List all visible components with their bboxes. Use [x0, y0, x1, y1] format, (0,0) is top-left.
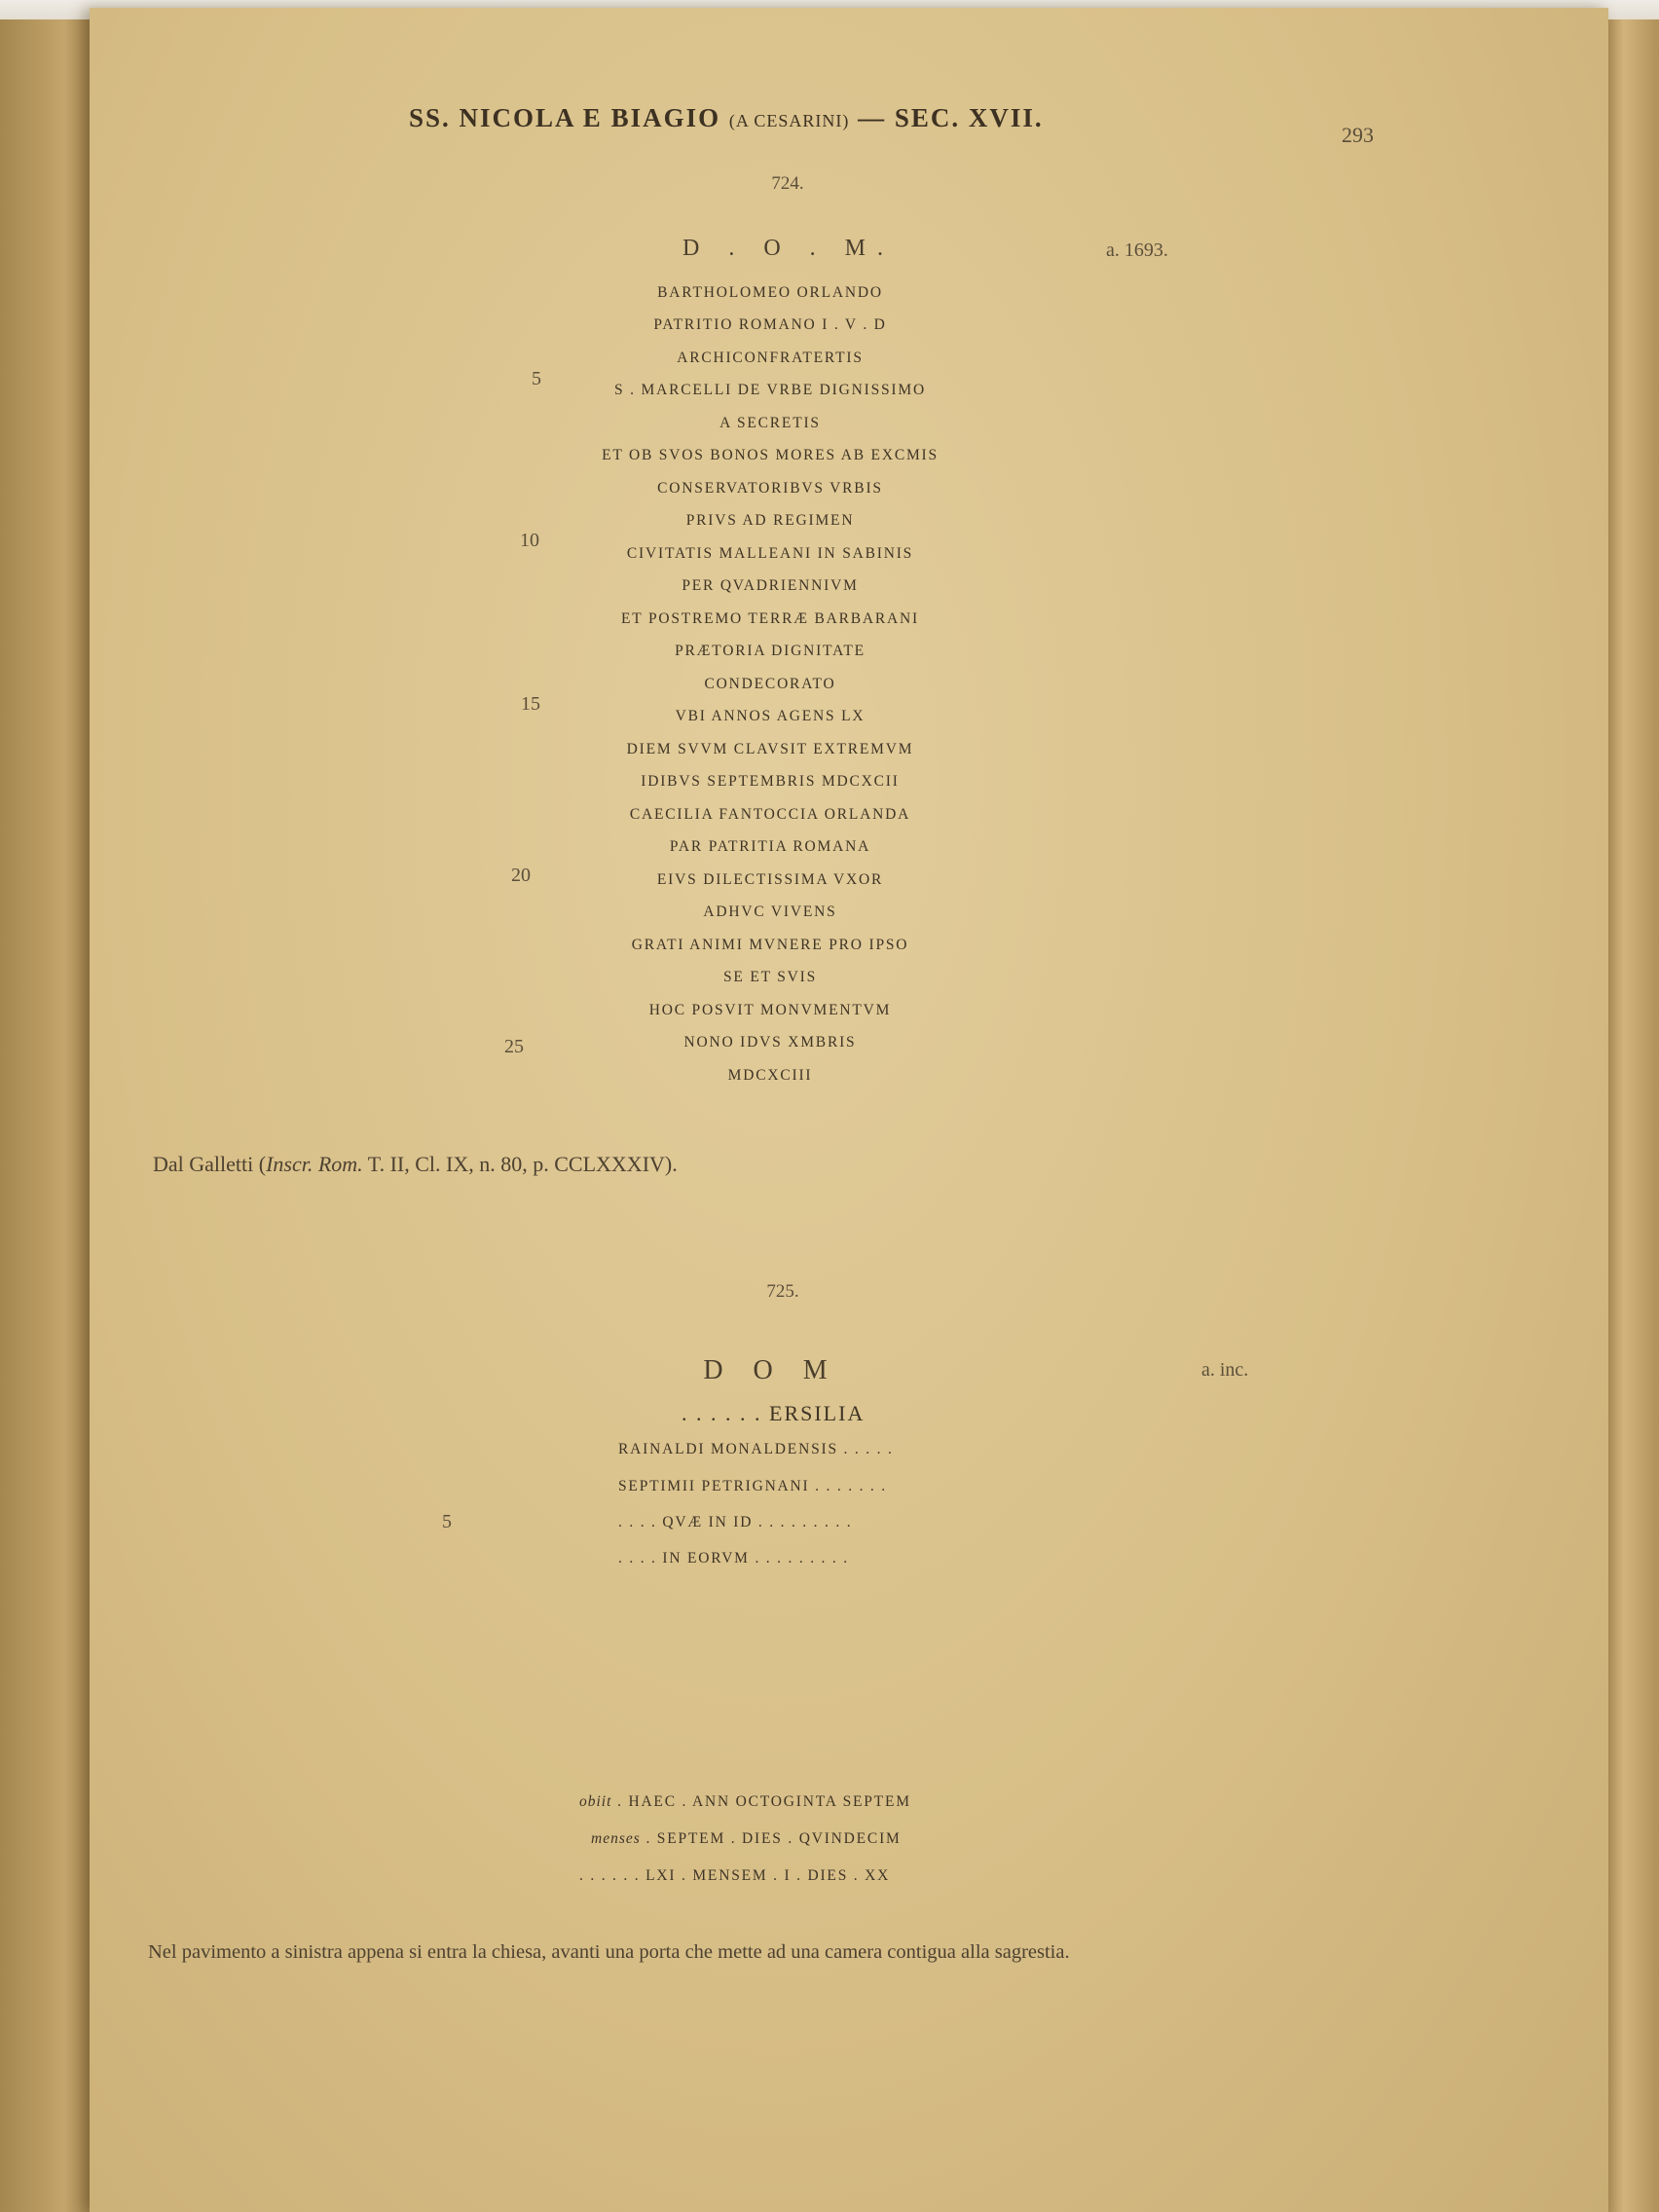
citation-prefix: Dal Galletti ( — [153, 1152, 267, 1176]
inscription-line: EIVS DILECTISSIMA VXOR — [656, 871, 884, 888]
inscription-line: ADHVC VIVENS — [703, 903, 837, 920]
header-title: SS. NICOLA E BIAGIO — [409, 103, 721, 132]
inscription-number: 725. — [766, 1281, 799, 1302]
inscription-line: DIEM SVVM CLAVSIT EXTREMVM — [626, 741, 914, 757]
italic-word: obiit — [579, 1793, 612, 1810]
inscription-line: CAECILIA FANTOCCIA ORLANDA — [629, 806, 911, 823]
line-number: 5 — [532, 368, 541, 389]
page-stack-edge — [1601, 19, 1659, 2212]
inscription-lower-line — [579, 1867, 890, 1885]
inscription-line: ARCHICONFRATERTIS — [677, 350, 864, 366]
inscription-line: NONO IDVS XMBRIS — [683, 1034, 857, 1051]
inscription-heading: D . O . M. — [682, 236, 896, 261]
inscription-line: . . . . QVÆ IN ID . . . . . . . . . — [618, 1514, 853, 1530]
inscription-line: A SECRETIS — [719, 415, 821, 431]
header-subtitle: (A CESARINI) — [728, 111, 850, 130]
page-number: 293 — [1342, 123, 1374, 147]
line-number: 15 — [521, 693, 540, 715]
inscription-line: CONDECORATO — [704, 676, 836, 692]
inscription-line: PRIVS AD REGIMEN — [685, 512, 855, 529]
citation-work: Inscr. Rom. — [266, 1152, 363, 1176]
inscription-line: PER QVADRIENNIVM — [682, 577, 859, 594]
italic-word: menses — [591, 1830, 641, 1847]
inscription-line: IDIBVS SEPTEMBRIS MDCXCII — [641, 773, 900, 790]
inscription-line: PAR PATRITIA ROMANA — [669, 838, 871, 855]
source-citation — [153, 1152, 678, 1177]
line-number: 5 — [442, 1511, 452, 1532]
inscription-line: RAINALDI MONALDENSIS . . . . . — [618, 1441, 894, 1457]
inscription-line: CIVITATIS MALLEANI IN SABINIS — [626, 545, 914, 562]
inscription-line: SEPTIMII PETRIGNANI . . . . . . . — [618, 1478, 887, 1494]
running-header — [409, 103, 1044, 133]
inscription-line: . . . . IN EORVM . . . . . . . . . — [618, 1550, 849, 1567]
header-century: — SEC. XVII. — [858, 103, 1044, 132]
inscription-line: PRÆTORIA DIGNITATE — [675, 643, 866, 659]
location-note: Nel pavimento a sinistra appena si entra la chiesa, avanti una porta che mette ad una camera contigua alla sagrestia. — [148, 1941, 1070, 1963]
inscription-line: GRATI ANIMI MVNERE PRO IPSO — [631, 937, 909, 953]
line-number: 10 — [520, 530, 539, 551]
line-text: . HAEC . ANN OCTOGINTA SEPTEM — [611, 1793, 911, 1810]
inscription-line: . . . . . . ERSILIA — [682, 1401, 866, 1425]
inscription-lower-line — [579, 1793, 911, 1811]
line-text: . SEPTEM . DIES . QVINDECIM — [640, 1830, 902, 1847]
line-number: 20 — [511, 865, 531, 886]
inscription-date: a. 1693. — [1106, 240, 1168, 261]
inscription-line: PATRITIO ROMANO I . V . D — [653, 316, 887, 333]
inscription-lower-line — [591, 1830, 902, 1848]
inscription-line: ET POSTREMO TERRÆ BARBARANI — [621, 610, 919, 627]
inscription-line: SE ET SVIS — [722, 969, 818, 985]
citation-reference: T. II, Cl. IX, n. 80, p. CCLXXXIV). — [362, 1152, 678, 1176]
book-page — [90, 8, 1608, 2212]
inscription-number: 724. — [771, 173, 804, 194]
inscription-line: MDCXCIII — [727, 1067, 813, 1084]
inscription-line: VBI ANNOS AGENS LX — [675, 708, 866, 724]
inscription-heading: D O M — [703, 1355, 839, 1385]
inscription-line: S . MARCELLI DE VRBE DIGNISSIMO — [614, 382, 926, 398]
inscription-line: BARTHOLOMEO ORLANDO — [657, 284, 883, 301]
inscription-line: HOC POSVIT MONVMENTVM — [648, 1002, 892, 1018]
line-text: . . . . . . LXI . MENSEM . I . DIES . XX — [579, 1867, 891, 1884]
line-number: 25 — [504, 1036, 524, 1057]
inscription-line: ET OB SVOS BONOS MORES AB EXCMIS — [602, 447, 939, 463]
inscription-date: a. inc. — [1201, 1359, 1249, 1381]
inscription-line: CONSERVATORIBVS VRBIS — [657, 480, 883, 497]
